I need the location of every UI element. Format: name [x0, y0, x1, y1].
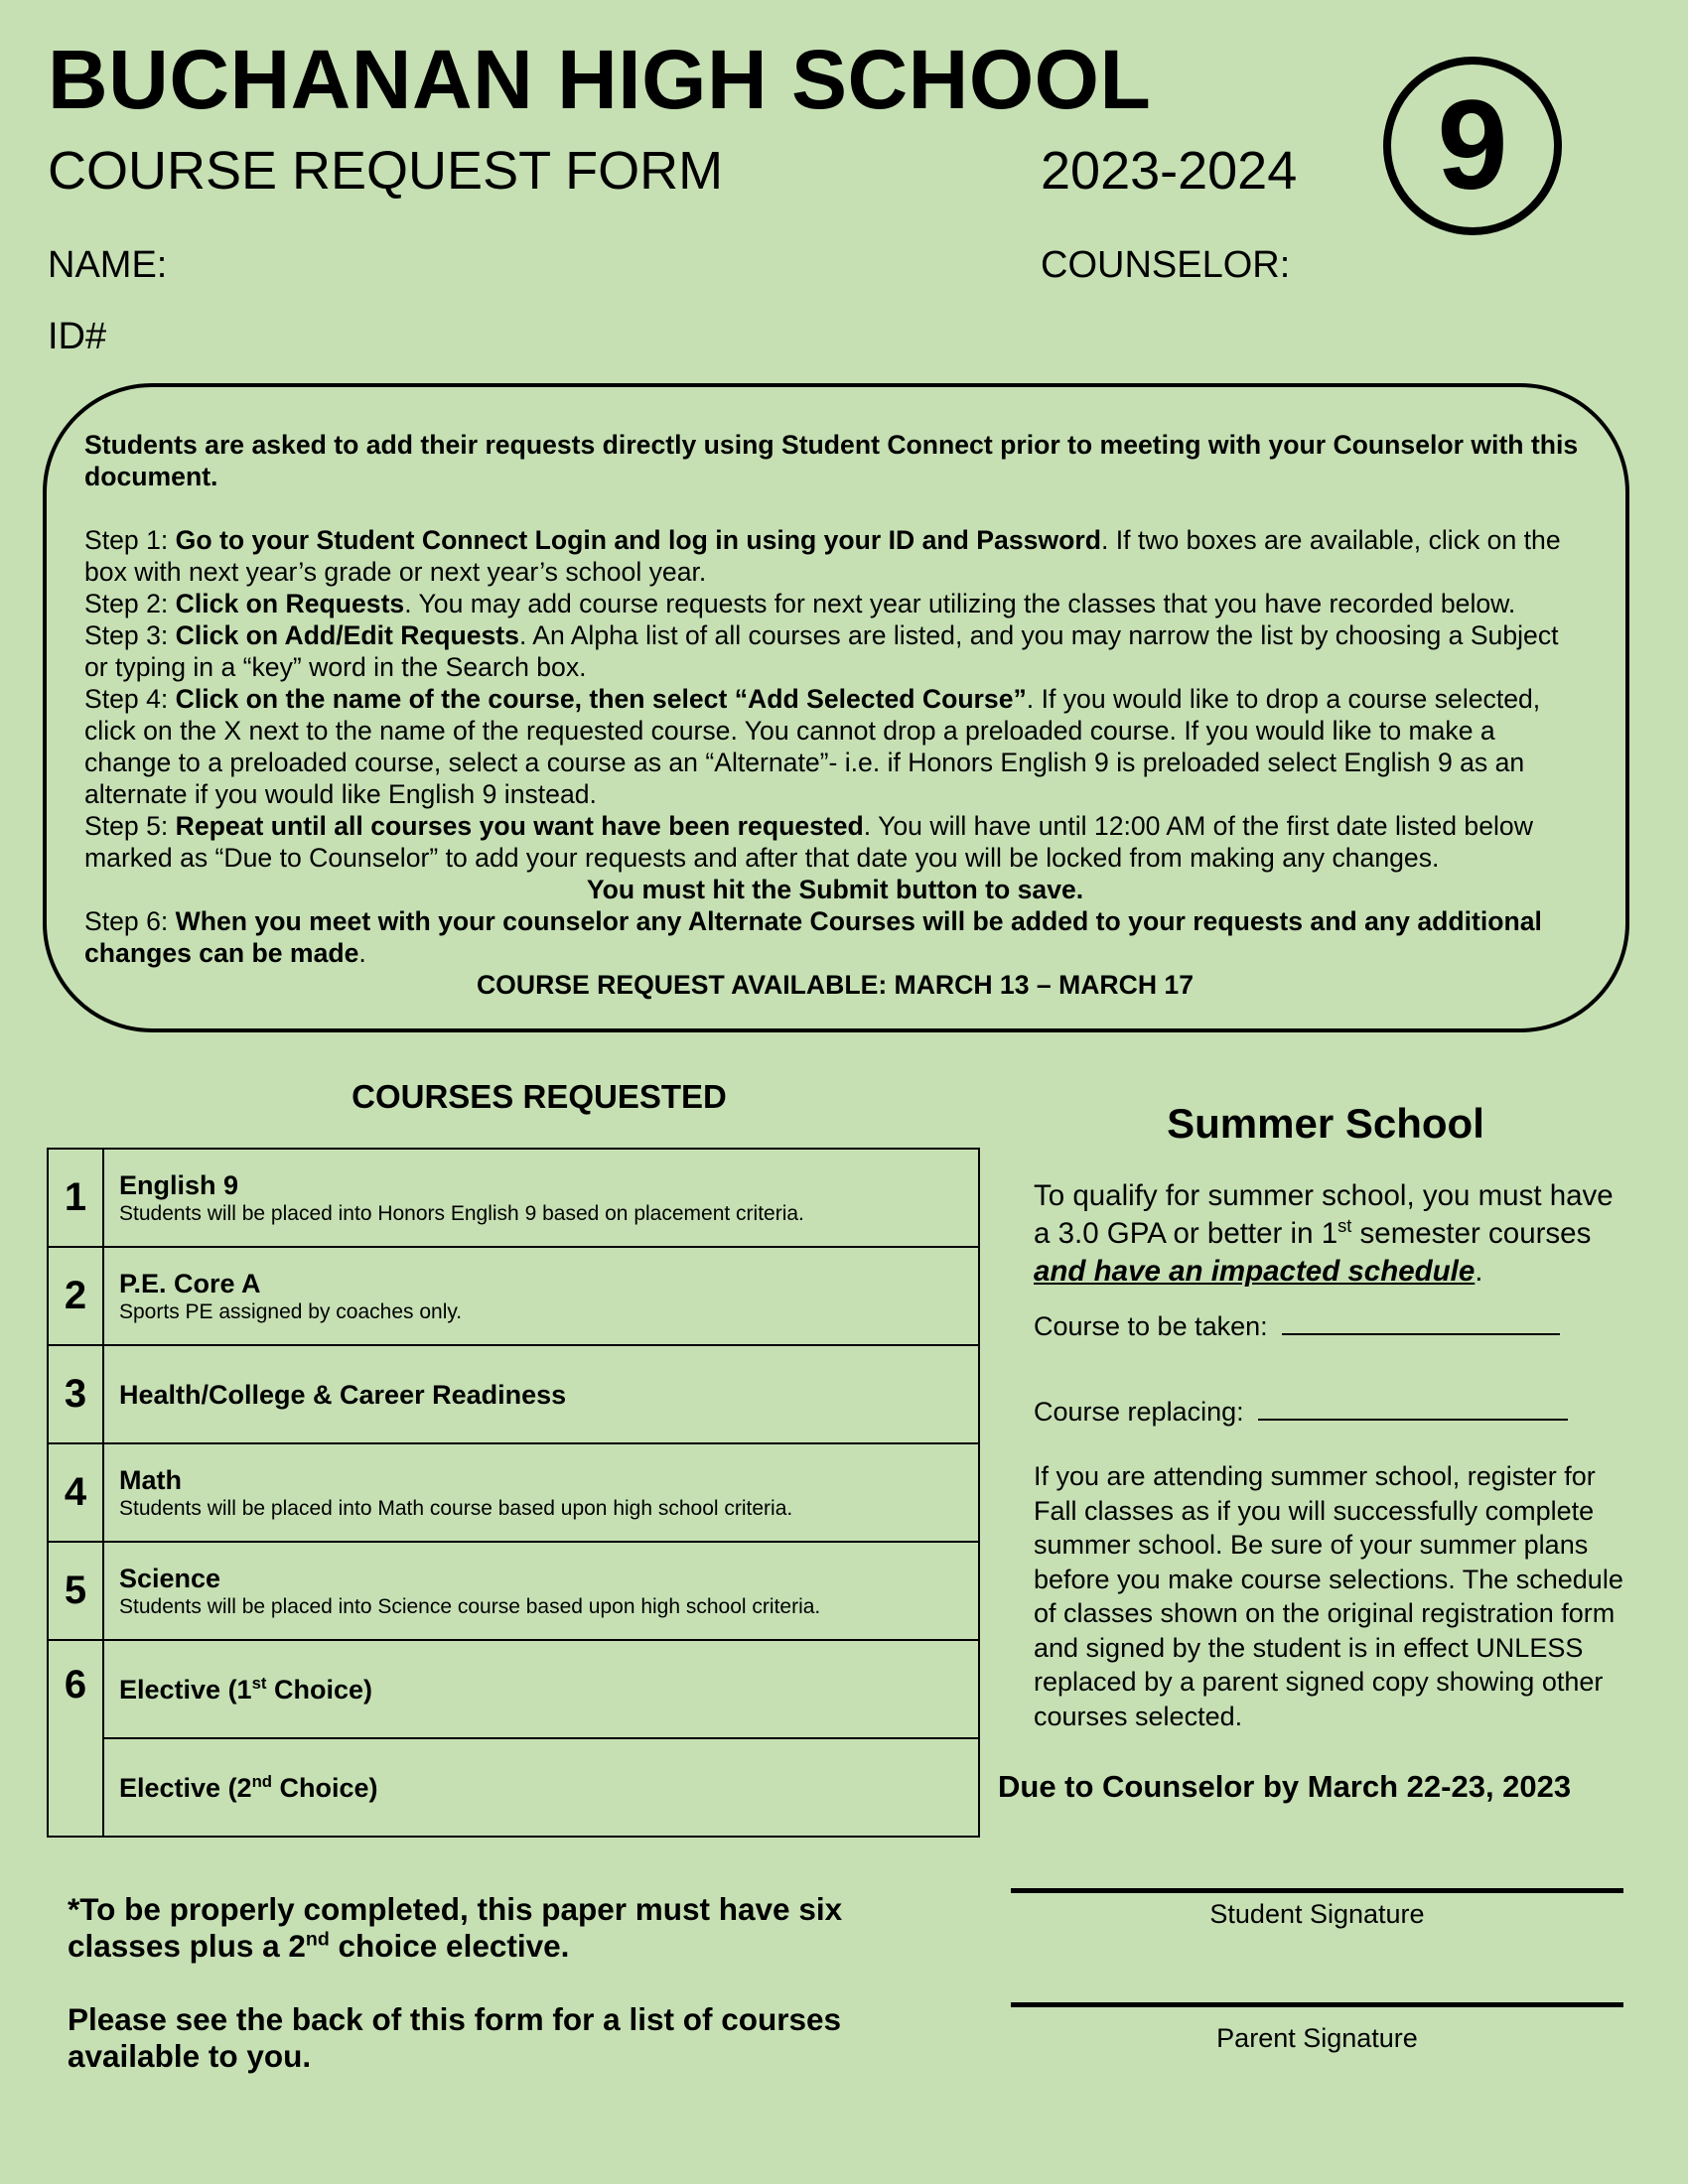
step-4: Step 4: Click on the name of the course, then select “Add Selected Course”. If you would like to drop a course selected, click on the X next to the name of the requested course. You cannot drop a preloaded course. If you would like to make a change to a preloaded course, select a course as an “Alternate”- i.e. if Honors English 9 is preloaded select English 9 as an alternate if you would like English 9 instead. [84, 684, 1541, 809]
course-name: Health/College & Career Readiness [119, 1379, 567, 1410]
course-to-be-taken-blank[interactable] [1282, 1311, 1560, 1335]
summer-school-info: If you are attending summer school, register for Fall classes as if you will successfully complete summer school. Be sure of your summer plans before you make course selections. The schedule of classes shown on the original registration form and signed by the student is in effect UNLESS replaced by a parent signed copy showing other courses selected. [1034, 1461, 1623, 1731]
parent-signature-line[interactable] [1011, 2002, 1623, 2007]
course-note: Students will be placed into Honors English 9 based on placement criteria. [119, 1201, 804, 1225]
instructions-intro: Students are asked to add their requests directly using Student Connect prior to meeting with your Counselor with this document. [84, 430, 1579, 491]
course-row-6b [48, 1738, 979, 1837]
course-row-5 [48, 1542, 979, 1640]
completion-footnote [68, 1891, 961, 2075]
course-name: Science [119, 1563, 221, 1593]
course-note: Sports PE assigned by coaches only. [119, 1299, 463, 1323]
student-signature-label: Student Signature [1209, 1899, 1425, 1929]
course-row-2 [48, 1247, 979, 1345]
school-name: BUCHANAN HIGH SCHOOL [48, 33, 1152, 126]
parent-signature-label: Parent Signature [1216, 2023, 1418, 2053]
name-field-label: NAME: [48, 244, 168, 286]
instructions-box [43, 383, 1629, 1032]
availability-dates: COURSE REQUEST AVAILABLE: MARCH 13 – MARCH 17 [476, 970, 1195, 1000]
course-to-be-taken-row [1034, 1311, 1560, 1342]
course-row-4 [48, 1443, 979, 1542]
course-cell[interactable] [103, 1149, 979, 1247]
back-of-form-note: Please see the back of this form for a list of courses available to you. [68, 2001, 842, 2074]
course-row-1 [48, 1149, 979, 1247]
course-number: 2 [48, 1247, 103, 1345]
course-replacing-label: Course replacing: [1034, 1397, 1244, 1427]
course-to-be-taken-label: Course to be taken: [1034, 1311, 1268, 1341]
step-2: Step 2: Click on Requests. You may add course requests for next year utilizing the classes that you have recorded below. [84, 589, 1516, 618]
step-6: Step 6: When you meet with your counselor any Alternate Courses will be added to your requests and any additional changes can be made. [84, 906, 1542, 968]
elective-second-choice-cell[interactable] [103, 1738, 979, 1837]
course-number: 3 [48, 1345, 103, 1443]
courses-requested-heading: COURSES REQUESTED [352, 1078, 727, 1115]
student-signature-line[interactable] [1011, 1888, 1623, 1893]
course-note: Students will be placed into Math course based upon high school criteria. [119, 1496, 793, 1520]
course-name: P.E. Core A [119, 1268, 261, 1298]
course-note: Students will be placed into Science course based upon high school criteria. [119, 1594, 821, 1618]
elective-first-choice-cell[interactable] [103, 1640, 979, 1738]
course-cell[interactable] [103, 1345, 979, 1443]
course-cell[interactable] [103, 1443, 979, 1542]
course-number: 4 [48, 1443, 103, 1542]
course-number: 5 [48, 1542, 103, 1640]
completion-requirement: *To be properly completed, this paper must have six classes plus a 2nd choice elective. [68, 1891, 843, 1964]
grade-badge: 9 [1383, 57, 1562, 235]
course-row-6 [48, 1640, 979, 1738]
elective-first-choice: Elective (1st Choice) [119, 1673, 372, 1705]
course-number: 1 [48, 1149, 103, 1247]
step-5: Step 5: Repeat until all courses you want have been requested. You will have until 12:00 AM of the first date listed below marked as “Due to Counselor” to add your requests and after that date you will be locked from making any changes. [84, 811, 1533, 873]
course-cell[interactable] [103, 1247, 979, 1345]
course-replacing-blank[interactable] [1258, 1397, 1568, 1421]
due-date: Due to Counselor by March 22-23, 2023 [998, 1769, 1572, 1804]
counselor-field-label: COUNSELOR: [1041, 244, 1291, 286]
submit-note: You must hit the Submit button to save. [586, 875, 1084, 904]
elective-second-choice: Elective (2nd Choice) [119, 1771, 378, 1803]
summer-school-heading: Summer School [1167, 1100, 1484, 1147]
id-field-label: ID# [48, 316, 107, 357]
course-row-3 [48, 1345, 979, 1443]
courses-table [47, 1148, 980, 1838]
summer-qualify-text: To qualify for summer school, you must have a 3.0 GPA or better in 1st semester courses and have an impacted schedule. [1034, 1179, 1614, 1288]
school-year: 2023-2024 [1041, 141, 1298, 201]
course-number: 6 [48, 1640, 103, 1837]
form-title: COURSE REQUEST FORM [48, 141, 724, 201]
step-1: Step 1: Go to your Student Connect Login and log in using your ID and Password. If two boxes are available, click on the box with next year’s grade or next year’s school year. [84, 525, 1561, 587]
course-replacing-row [1034, 1397, 1568, 1428]
step-3: Step 3: Click on Add/Edit Requests. An Alpha list of all courses are listed, and you may narrow the list by choosing a Subject or typing in a “key” word in the Search box. [84, 620, 1559, 682]
course-name: Math [119, 1464, 182, 1495]
course-name: English 9 [119, 1169, 239, 1200]
course-cell[interactable] [103, 1542, 979, 1640]
